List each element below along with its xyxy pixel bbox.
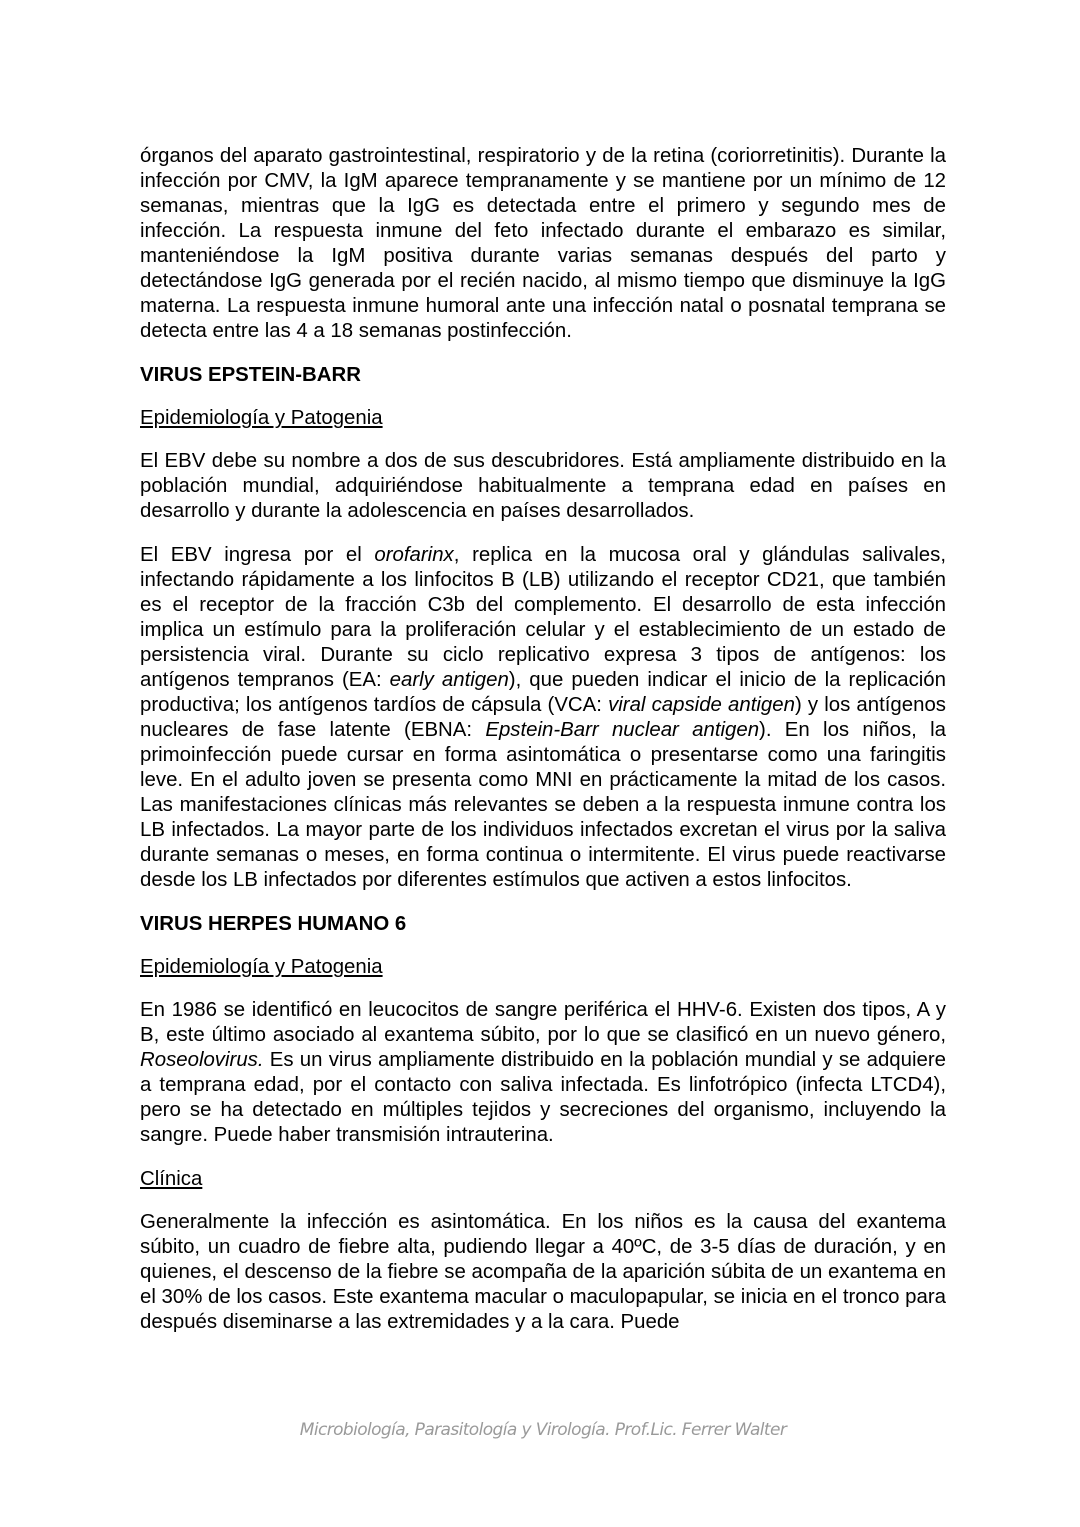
document-page bbox=[140, 144, 946, 1351]
intro-paragraph: órganos del aparato gastrointestinal, respiratorio y de la retina (coriorretinitis). Durante la infección por CMV, la IgM aparece tempranamente y se mantiene por un mínimo de 12 semanas, mientras que la IgG es detectada entre el primero y segundo mes de infección. La respuesta inmune del feto infectado durante el embarazo es similar, manteniéndose la IgM positiva durante varias semanas después del parto y detectándose IgG generada por el recién nacido, al mismo tiempo que disminuye la IgG materna. La respuesta inmune humoral ante una infección natal o posnatal temprana se detecta entre las 4 a 18 semanas postinfección. bbox=[140, 145, 946, 342]
text-run: Es un virus ampliamente distribuido en la población mundial y se adquiere a temprana edad, por el contacto con saliva infectada. Es linfotrópico (infecta LTCD4), pero se ha detectado en múltiples tejidos y secreciones del organismo, incluyendo la sangre. Puede haber transmisión intrauterina. bbox=[140, 1049, 946, 1146]
hhv6-heading: VIRUS HERPES HUMANO 6 bbox=[140, 913, 407, 935]
text-run: El EBV ingresa por el bbox=[140, 544, 375, 566]
clinica-paragraph: Generalmente la infección es asintomática. En los niños es la causa del exantema súbito, un cuadro de fiebre alta, pudiendo llegar a 40ºC, de 3-5 días de duración, y en quienes, el descenso de la fiebre se acompaña de la aparición súbita de un exantema en el 30% de los casos. Este exantema macular o maculopapular, se inicia en el tronco para después diseminarse a las extremidades y a la cara. Puede bbox=[140, 1211, 946, 1333]
clinica-heading: Clínica bbox=[140, 1168, 203, 1190]
text-run: , replica en la mucosa oral y glándulas salivales, infectando rápidamente a los linfocitos B (LB) utilizando el receptor CD21, que también es el receptor de la fracción C3b del complemento. El desarrollo de esta infección implica un estímulo para la proliferación celular y el establecimiento de un estado de persistencia viral. Durante su ciclo replicativo expresa 3 tipos de antígenos: los antígenos tempranos (EA: bbox=[140, 544, 946, 691]
italic-term: orofarinx bbox=[374, 544, 454, 566]
text-run: ). En los niños, la primoinfección puede cursar en forma asintomática o presentarse como una faringitis leve. En el adulto joven se presenta como MNI en prácticamente la mitad de los casos. Las manifestaciones clínicas más relevantes se deben a la respuesta inmune contra los LB infectados. La mayor parte de los individuos infectados excretan el virus por la saliva durante semanas o meses, en forma continua o intermitente. El virus puede reactivarse desde los LB infectados por diferentes estímulos que activen a estos linfocitos. bbox=[140, 719, 946, 891]
ebv-paragraph-2 bbox=[140, 543, 946, 893]
text-run: En 1986 se identificó en leucocitos de sangre periférica el HHV-6. Existen dos tipos, A y B, este último asociado al exantema súbito, por lo que se clasificó en un nuevo género, bbox=[140, 999, 946, 1046]
text-run: ), que pueden indicar el inicio de la replicación productiva; los antígenos tardíos de cápsula (VCA: bbox=[140, 669, 946, 716]
ebv-subheading: Epidemiología y Patogenia bbox=[140, 407, 383, 429]
italic-term: Epstein-Barr nuclear antigen bbox=[485, 719, 760, 741]
page-footer: Microbiología, Parasitología y Virología. Prof.Lic. Ferrer Walter bbox=[299, 1420, 787, 1440]
italic-term: viral capside antigen bbox=[608, 694, 795, 716]
hhv6-paragraph-1 bbox=[140, 998, 946, 1148]
text-run: ) y los antígenos nucleares de fase latente (EBNA: bbox=[140, 694, 946, 741]
ebv-paragraph-1: El EBV debe su nombre a dos de sus descubridores. Está ampliamente distribuido en la población mundial, adquiriéndose habitualmente a temprana edad en países en desarrollo y durante la adolescencia en países desarrollados. bbox=[140, 450, 946, 522]
hhv6-subheading: Epidemiología y Patogenia bbox=[140, 956, 383, 978]
ebv-heading: VIRUS EPSTEIN-BARR bbox=[140, 364, 361, 386]
italic-term: early antigen bbox=[389, 669, 509, 691]
italic-term: Roseolovirus. bbox=[140, 1049, 264, 1071]
